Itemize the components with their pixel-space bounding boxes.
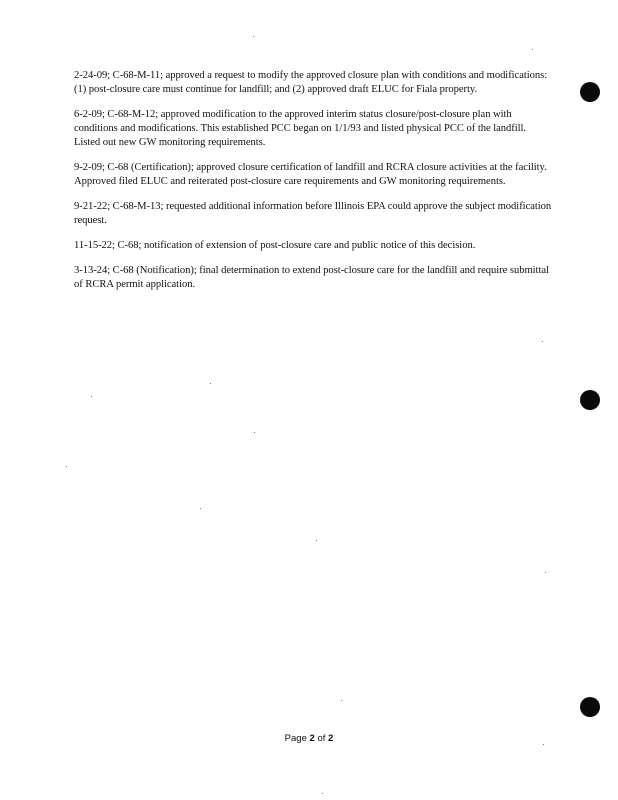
entry-6-2-09: 6-2-09; C-68-M-12; approved modification to the approved interim status closure/post-closure plan with conditions and modifications. This established PCC began on 1/1/93 and listed physical PCC of the landfill. Listed out new GW monitoring requirements. [74, 109, 527, 148]
scan-speck [254, 432, 255, 433]
scan-speck [543, 744, 544, 745]
entry-3-13-24: 3-13-24; C-68 (Notification); final determination to extend post-closure care for the landfill and require submittal of RCRA permit application. [74, 265, 549, 290]
footer-page-total: 2 [328, 733, 334, 744]
scan-speck [253, 36, 254, 37]
footer-page-word: Page [284, 733, 307, 744]
scan-speck [316, 540, 317, 541]
scan-speck [210, 383, 211, 384]
punch-hole-middle [580, 390, 600, 410]
scan-speck [532, 49, 533, 50]
scan-speck [542, 341, 543, 342]
footer-of-word: of [317, 733, 326, 744]
entry-2-24-09: 2-24-09; C-68-M-11; approved a request to modify the approved closure plan with conditions and modifications: (1) post-closure care must continue for landfill; and (2) approved draft ELUC for Fiala property. [74, 70, 548, 95]
scan-speck [91, 396, 92, 397]
page-footer [0, 733, 618, 744]
document-body [74, 69, 552, 303]
punch-hole-top [580, 82, 600, 102]
scan-speck [200, 508, 201, 509]
entry-11-15-22: 11-15-22; C-68; notification of extension of post-closure care and public notice of this decision. [74, 240, 476, 251]
scan-speck [322, 793, 323, 794]
punch-hole-bottom [580, 697, 600, 717]
scan-speck [545, 572, 546, 573]
scan-speck [341, 700, 342, 701]
entry-9-21-22: 9-21-22; C-68-M-13; requested additional information before Illinois EPA could approve the subject modification request. [74, 201, 552, 226]
entry-9-2-09: 9-2-09; C-68 (Certification); approved closure certification of landfill and RCRA closure activities at the facility. Approved filed ELUC and reiterated post-closure care requirements and GW monitoring requirements. [74, 162, 547, 187]
scan-speck [66, 466, 67, 467]
footer-page-number: 2 [309, 733, 315, 744]
